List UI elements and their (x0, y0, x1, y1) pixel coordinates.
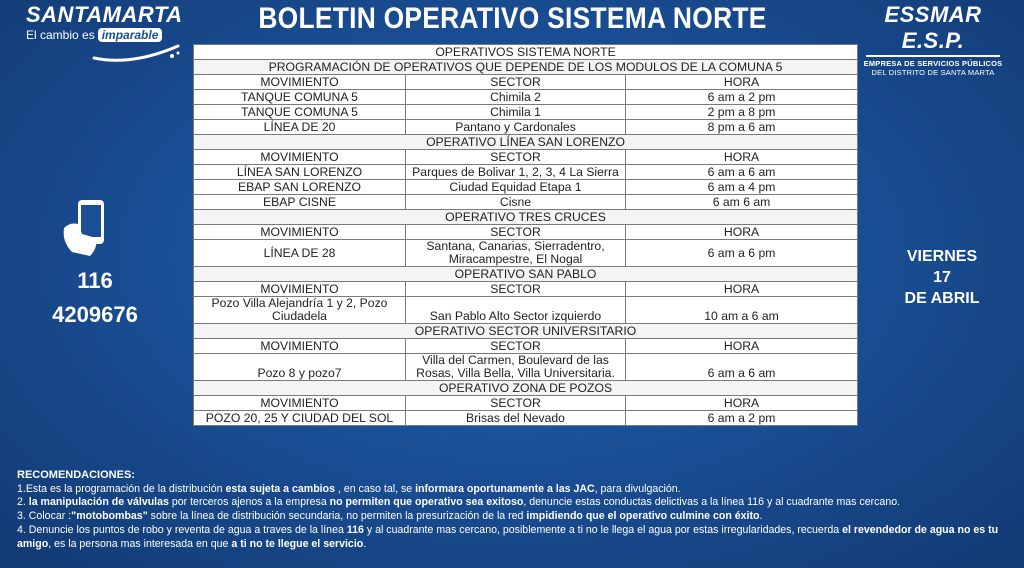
header-cell: HORA (626, 150, 858, 165)
contact-line-1: 116 (77, 268, 113, 293)
logo-right-divider (866, 55, 1000, 57)
table-cell: POZO 20, 25 Y CIUDAD DEL SOL (194, 411, 406, 426)
recommendation-3 (17, 510, 1017, 524)
logo-left-slogan (26, 28, 186, 42)
rec-text: 1.Esta es la programación de la distribución (17, 482, 226, 495)
section-title: OPERATIVO TRES CRUCES (194, 210, 858, 225)
operations-table (193, 44, 858, 426)
header-cell: SECTOR (406, 396, 626, 411)
logo-left-name: SANTAMARTA (26, 2, 183, 27)
table-cell: 6 am a 6 am (626, 165, 858, 180)
header-cell: MOVIMIENTO (194, 339, 406, 354)
table-cell: Villa del Carmen, Boulevard de las Rosas, Villa Bella, Villa Universitaria. (406, 354, 626, 381)
contact-line-2: 4209676 (52, 302, 138, 327)
section-title-row (194, 135, 858, 150)
rec-text: y al cuadrante mas cercano, posiblemente a ti no le llega el agua por estas irregularidades, recuerda (363, 523, 843, 536)
logo-left-slogan-text: El cambio es (26, 28, 95, 42)
date-day: VIERNES (906, 248, 978, 265)
table-cell: Pozo Villa Alejandría 1 y 2, Pozo Ciudadela (194, 297, 406, 324)
table-cell: TANQUE COMUNA 5 (194, 90, 406, 105)
section-title-row (194, 324, 858, 339)
rec-text: , para divulgación. (594, 482, 681, 495)
table-cell: EBAP SAN LORENZO (194, 180, 406, 195)
header-cell: SECTOR (406, 339, 626, 354)
table-cell: EBAP CISNE (194, 195, 406, 210)
rec-text: por terceros ajenos a la empresa (168, 496, 330, 509)
table-row (194, 411, 858, 426)
table-cell: 6 am 6 am (626, 195, 858, 210)
header-row (194, 282, 858, 297)
header-cell: HORA (626, 339, 858, 354)
table-cell: Pozo 8 y pozo7 (194, 354, 406, 381)
section-title: PROGRAMACIÓN DE OPERATIVOS QUE DEPENDE DE LOS MODULOS DE LA COMUNA 5 (194, 60, 858, 75)
header-cell: HORA (626, 75, 858, 90)
recommendations (17, 469, 1017, 551)
phone-hand-icon (56, 198, 116, 258)
recommendation-1 (17, 483, 1017, 497)
table-cell: 10 am a 6 am (626, 297, 858, 324)
table-cell: LÍNEA DE 28 (194, 240, 406, 267)
rec-bold: el revendedor de agua no es tu amigo (17, 523, 999, 550)
table-cell: 6 am a 2 pm (626, 411, 858, 426)
table-title: OPERATIVOS SISTEMA NORTE (194, 45, 858, 60)
section-title-row (194, 381, 858, 396)
header-cell: HORA (626, 396, 858, 411)
date-month: DE ABRIL (904, 290, 980, 307)
logo-left-slogan-pill: imparable (98, 28, 163, 42)
section-title-row (194, 267, 858, 282)
recommendations-title: RECOMENDACIONES: (17, 469, 135, 481)
header-cell: MOVIMIENTO (194, 150, 406, 165)
rec-bold: 116 (346, 523, 364, 536)
header-row (194, 396, 858, 411)
header-cell: SECTOR (406, 225, 626, 240)
table-row (194, 180, 858, 195)
logo-right-name: ESSMAR E.S.P. (884, 2, 982, 53)
table-cell: Cisne (406, 195, 626, 210)
rec-bold: no permiten que operativo sea exitoso (329, 496, 524, 509)
header-cell: SECTOR (406, 282, 626, 297)
header-cell: MOVIMIENTO (194, 75, 406, 90)
section-title: OPERATIVO SECTOR UNIVERSITARIO (194, 324, 858, 339)
table-row (194, 120, 858, 135)
rec-text: , denuncie estas conductas delictivas a la línea 116 y al cuadrante mas cercano. (523, 496, 901, 509)
table-cell: San Pablo Alto Sector izquierdo (406, 297, 626, 324)
table-cell: 6 am a 4 pm (626, 180, 858, 195)
rec-bold: a ti no te llegue el servicio (231, 537, 364, 550)
recommendation-2 (17, 496, 1017, 510)
logo-right-sub1: EMPRESA DE SERVICIOS PÚBLICOS (863, 59, 1003, 68)
header-cell: MOVIMIENTO (194, 225, 406, 240)
header-cell: MOVIMIENTO (194, 282, 406, 297)
table-row (194, 240, 858, 267)
section-title-row (194, 60, 858, 75)
table-row (194, 105, 858, 120)
page-title: BOLETIN OPERATIVO SISTEMA NORTE (258, 2, 767, 35)
table-cell: 6 am a 6 pm (626, 240, 858, 267)
header-cell: MOVIMIENTO (194, 396, 406, 411)
table-cell: Santana, Canarias, Sierradentro, Miracampestre, El Nogal (406, 240, 626, 267)
header-cell: SECTOR (406, 150, 626, 165)
table-cell: LÍNEA SAN LORENZO (194, 165, 406, 180)
header-row (194, 150, 858, 165)
rec-text: . (759, 510, 763, 523)
header-cell: HORA (626, 282, 858, 297)
header-cell: HORA (626, 225, 858, 240)
header-row (194, 75, 858, 90)
rec-text: , en caso tal, se (335, 482, 416, 495)
rec-text: . (363, 537, 367, 550)
rec-text: 2. (17, 496, 29, 509)
swoosh-icon (92, 44, 182, 62)
rec-text: , es la persona mas interesada en que (48, 537, 232, 550)
table-row (194, 165, 858, 180)
table-cell: TANQUE COMUNA 5 (194, 105, 406, 120)
recommendation-4 (17, 524, 1017, 551)
table-cell: 8 pm a 6 am (626, 120, 858, 135)
table-cell: Ciudad Equidad Etapa 1 (406, 180, 626, 195)
rec-bold: "motobombas" (71, 510, 148, 523)
table-cell: Pantano y Cardonales (406, 120, 626, 135)
rec-bold: la manipulación de válvulas (28, 496, 169, 509)
table-row (194, 297, 858, 324)
table-row (194, 195, 858, 210)
section-title: OPERATIVO SAN PABLO (194, 267, 858, 282)
rec-text: sobre la línea de distribución secundaria, no permiten la presurización de la red (147, 510, 527, 523)
rec-bold: impidiendo que el operativo culmine con éxito (526, 510, 760, 523)
header-row (194, 339, 858, 354)
table-cell: Parques de Bolivar 1, 2, 3, 4 La Sierra (406, 165, 626, 180)
table-title-row (194, 45, 858, 60)
logo-right-sub2: DEL DISTRITO DE SANTA MARTA (871, 68, 995, 77)
essmar-logo (858, 2, 1008, 77)
section-title: OPERATIVO LÍNEA SAN LORENZO (194, 135, 858, 150)
rec-text: 4. Denuncie los puntos de robo y reventa de agua a traves de la línea (17, 523, 347, 536)
table-cell: Brisas del Nevado (406, 411, 626, 426)
section-title-row (194, 210, 858, 225)
table-row (194, 90, 858, 105)
table-cell: 6 am a 2 pm (626, 90, 858, 105)
rec-text: 3. Colocar : (17, 510, 72, 523)
date-number: 17 (933, 269, 951, 286)
header-row (194, 225, 858, 240)
table-row (194, 354, 858, 381)
table-cell: Chimila 1 (406, 105, 626, 120)
table-cell: Chimila 2 (406, 90, 626, 105)
santamarta-logo (26, 2, 186, 42)
table-cell: 2 pm a 8 pm (626, 105, 858, 120)
header-cell: SECTOR (406, 75, 626, 90)
rec-bold: esta sujeta a cambios (225, 482, 335, 495)
table-cell: LÍNEA DE 20 (194, 120, 406, 135)
section-title: OPERATIVO ZONA DE POZOS (194, 381, 858, 396)
table-cell: 6 am a 6 am (626, 354, 858, 381)
rec-bold: informara oportunamente a las JAC (415, 482, 595, 495)
